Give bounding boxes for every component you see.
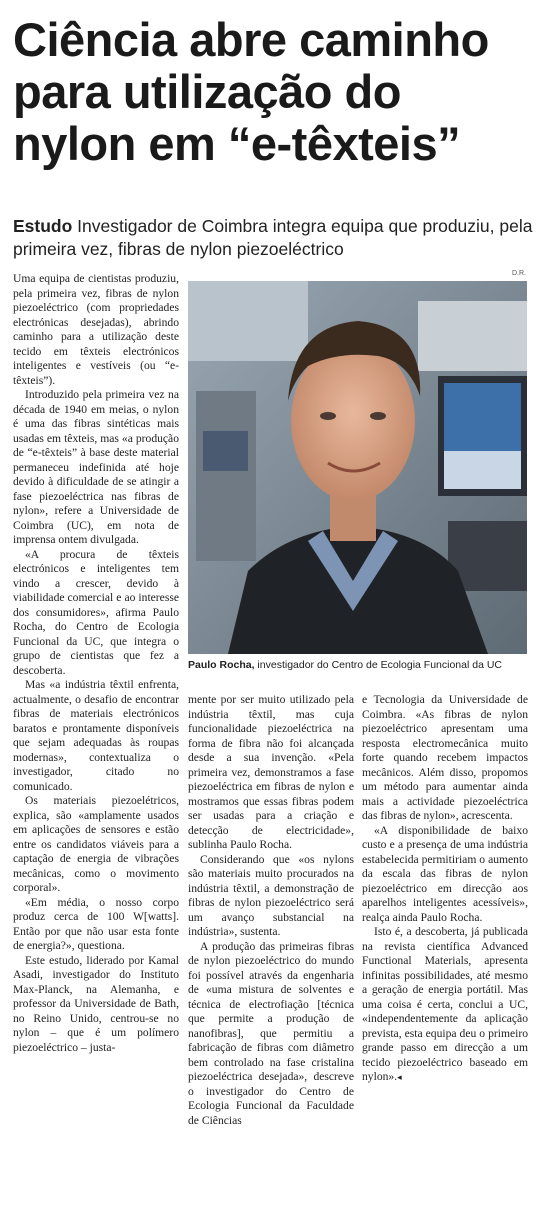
paragraph: A produção das primeiras fibras de nylon piezoeléctrico do mundo foi possível através da engenharia de «uma mistura de solventes e técnica de electrofiação [técnica que permite a produção de nanofibras], que permitiu a fabricação de fibras com diâmetro bem controlado na fase cristalina piezoeléctrica desejada», descreve o investigador do Centro de Ecologia Funcional da Faculdade de Ciências xyxy=(188,939,354,1127)
headline xyxy=(13,14,533,170)
column-1 xyxy=(13,272,179,1055)
paragraph: Mas «a indústria têxtil enfrenta, actualmente, o desafio de encontrar fibras de materiais electrónicos baratos e prontamente disponíveis que sejam adequadas às roupas modernas», contextualiza o investigador, citado no comunicado. xyxy=(13,678,179,793)
kicker: Estudo xyxy=(13,216,73,236)
paragraph: «A procura de têxteis electrónicos e inteligentes tem vindo a crescer, devido à viabilidade comercial e ao interesse dos consumidores», afirma Paulo Rocha, do Centro de Ecologia Funcional da UC, que integra o grupo de cientistas que fez a descoberta. xyxy=(13,547,179,677)
paragraph xyxy=(362,925,528,1085)
column-2 xyxy=(188,693,354,1128)
standfirst xyxy=(13,215,533,261)
paragraph: Uma equipa de cientistas produziu, pela primeira vez, fibras de nylon piezoeléctrico (com propriedades electrónicas desejadas), abrindo caminho para a utilização deste tecido em têxteis electrónicos inteligentes e vestíveis (ou “e-têxteis”). xyxy=(13,272,179,387)
paragraph: «A disponibilidade de baixo custo e a presença de uma indústria estabelecida permitiriam o aumento da escala das fibras de nylon piezoeléctrico em direcção aos aparelhos inteligentes acessíveis», realça ainda Paulo Rocha. xyxy=(362,823,528,924)
paragraph: Introduzido pela primeira vez na década de 1940 em meias, o nylon é uma das fibras sintéticas mais usadas em têxteis, mas «a produção de “e-têxteis” à base deste material permaneceu indefinida até hoje devido à dificuldade de se atingir a fase piezoeléctrica nas fibras de nylon», refere a Universidade de Coimbra (UC), em nota de imprensa ontem divulgada. xyxy=(13,388,179,546)
caption-name: Paulo Rocha, xyxy=(188,659,255,671)
standfirst-text: Investigador de Coimbra integra equipa que produziu, pela primeira vez, fibras de nylon piezoeléctrico xyxy=(13,216,533,259)
caption-text: investigador do Centro de Ecologia Funcional da UC xyxy=(254,659,502,671)
headline-line-3: nylon em “e-têxteis” xyxy=(13,117,461,170)
paragraph: Este estudo, liderado por Kamal Asadi, investigador do Instituto Max-Planck, na Alemanha, e professor da Universidade de Bath, no Reino Unido, centrou-se no nylon – que é um polímero piezoeléctrico – justa- xyxy=(13,953,179,1054)
paragraph: mente por ser muito utilizado pela indústria têxtil, mas cuja funcionalidade piezoeléctrica na forma de fibra não foi alcançada desde a sua invenção. «Pela primeira vez, demonstramos a fase piezoeléctrica em fibras de nylon e mostramos que essas fibras podem ser usadas para a criação e detecção de electricidade», sublinha Paulo Rocha. xyxy=(188,693,354,851)
portrait-photo xyxy=(188,281,527,654)
photo-caption xyxy=(188,659,528,671)
paragraph: Considerando que «os nylons são materiais muito procurados na indústria têxtil, a demonstração de fibras de nylon piezoeléctrico será um avanço substancial na indústria», sustenta. xyxy=(188,852,354,938)
headline-line-1: Ciência abre caminho xyxy=(13,13,489,66)
column-3 xyxy=(362,693,528,1085)
paragraph-text: Isto é, a descoberta, já publicada na revista científica Advanced Functional Materials, apresenta infinitas possibilidades, até mesmo a geração de energia portátil. Mas uma coisa é certa, conclui a UC, «independentemente da aplicação prevista, esta equipa deu o primeiro grande passo em direcção a um tecido piezoeléctrico baseado em nylon». xyxy=(362,925,528,1083)
paragraph: Os materiais piezoelétricos, explica, são «amplamente usados em aplicações de sensores e estão entre os candidatos viáveis para a captação de energia de vibrações mecânicas, como o movimento corporal». xyxy=(13,794,179,894)
headline-line-2: para utilização do xyxy=(13,65,401,118)
photo-credit: D.R. xyxy=(512,270,526,277)
paragraph: e Tecnologia da Universidade de Coimbra. «As fibras de nylon piezoeléctrico apresentam uma resposta electromecânica muito forte quando recebem impactos mecânicos. Além disso, propomos um método para aumentar ainda mais a actividade piezoeléctrica das fibras de nylon», acrescenta. xyxy=(362,693,528,822)
portrait-illustration xyxy=(188,281,527,654)
paragraph: «Em média, o nosso corpo produz cerca de 100 W[watts]. Então por que não usar esta fonte de energia?», questiona. xyxy=(13,895,179,952)
end-of-article-icon: ◂ xyxy=(397,1072,402,1082)
